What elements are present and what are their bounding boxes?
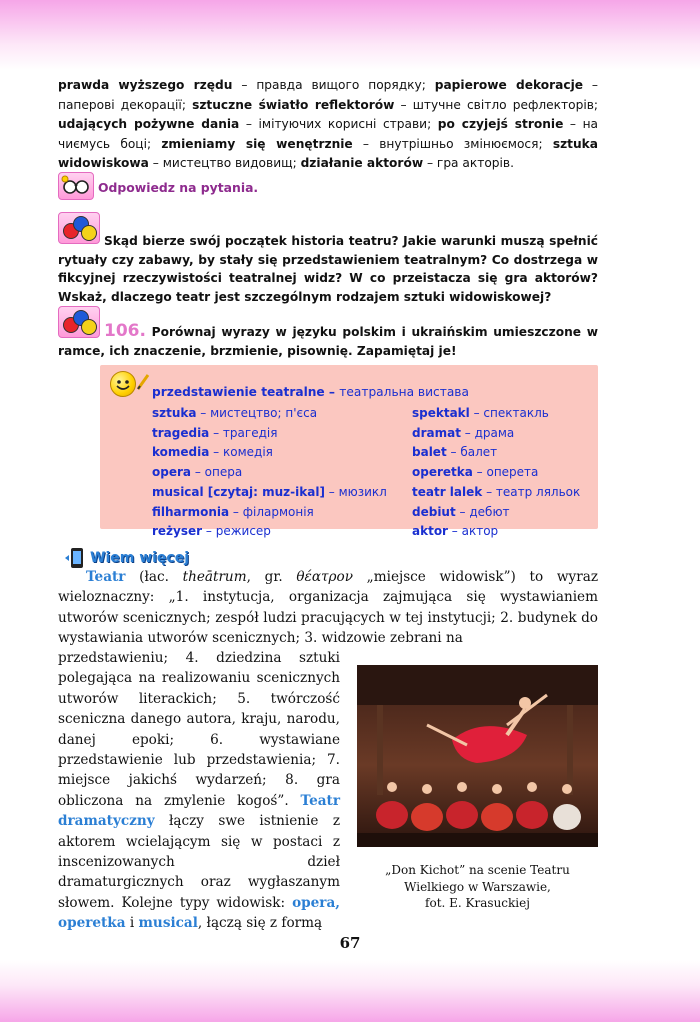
- exercise-instruction: Porównaj wyrazy w języku polskim i ukraińskim umieszczone w ramce, ich znaczenie, brzmienie, pisownię. Zapamiętaj je!: [58, 325, 598, 358]
- body-paragraph-2: przedstawieniu; 4. dziedzina sztuki polegająca na realizowaniu scenicznych utworów literackich; 5. twórczość sceniczna danego autora, kraju, narodu, danej epoki; 6. wystawiane przedstawienie lub przedstawienia; 7. miejsce jakichś wydarzeń; 8. gra obliczona na zmylenie kogoś”. Teatr dramatyczny łączy swe istnienie z aktorem wcielającym się w postaci z inscenizowanych dzieł dramaturgicznych oraz wygłaszanym słowem. Kolejne typy widowisk: opera, operetka i musical, łączą się z formą: [58, 650, 340, 932]
- smiley-icon: [110, 371, 136, 397]
- keyword-opera-operetka: opera, operetka: [58, 894, 340, 932]
- wiem-label: Wiem więcej: [90, 550, 190, 566]
- pencil-icon: [136, 373, 150, 391]
- greek-term: θέατρον: [296, 569, 353, 585]
- task-questions-text: Skąd bierze swój początek historia teatru? Jakie warunki muszą spełnić rytuały czy zabawy, by stały się przedstawieniem teatralnym? Co dostrzega w fikcyjnej rzeczywistości teatralnej widz? W co przeistacza się gra aktorów? Wskaż, dlaczego teatr jest szczególnym rodzajem sztuki widowiskowej?: [58, 234, 598, 304]
- vocab-entry: dramat – драма: [412, 425, 515, 440]
- glossary-pl-term: sztuczne światło reflektorów: [192, 97, 395, 112]
- vocab-header-uk: театральна вистава: [339, 385, 469, 399]
- glossary-pl-term: działanie aktorów: [300, 156, 424, 170]
- vocab-entry: filharmonia – філармонія: [152, 504, 314, 519]
- ballet-photo: [357, 665, 598, 847]
- vocab-entry: komedia – комедія: [152, 445, 273, 460]
- glossary-pl-term: papierowe dekoracje: [434, 78, 584, 92]
- vocab-entry: musical [czytaj: muz-ikal] – мюзикл: [152, 484, 387, 499]
- vocab-left-column: [152, 404, 387, 542]
- vocab-entry: spektakl – спектакль: [412, 406, 549, 420]
- glossary-paragraph: prawda wyższego rzędu – правда вищого порядку; papierowe dekoracje – паперові декорації; sztuczne światło reflektorów – штучне світло рефлекторів; udających pożywne dania – імітуючих корисні страви; po czyjejś stronie – на чиємусь боці; zmieniamy się wenętrznie – внутрішньо змінюємося; sztuka widowiskowa – мистецтво видовищ; działanie aktorów – гра акторів.: [58, 78, 599, 170]
- vocab-header-pl: przedstawienie teatralne: [152, 385, 325, 399]
- photo-caption: „Don Kichot” na scenie Teatru Wielkiego w Warszawie, fot. E. Krasuckiej: [385, 863, 570, 910]
- keyword-teatr-dramatyczny: Teatr dramatyczny: [58, 792, 340, 830]
- keyword-teatr: Teatr: [86, 569, 126, 585]
- task-label: Odpowiedz na pytania.: [98, 180, 259, 195]
- glossary-uk-term: мистецтво видовищ;: [162, 156, 297, 170]
- tablet-icon: [64, 547, 86, 569]
- vocab-entry: operetka – оперета: [412, 465, 539, 480]
- task-answer-questions: [58, 172, 258, 200]
- glossary-uk-term: імітуючих корисні страви;: [258, 117, 432, 131]
- glossary-pl-term: prawda wyższego rzędu: [58, 78, 233, 92]
- body-paragraph-1: Teatr (łac. theātrum, gr. θέατρον „miejsce widowisk”) to wyraz wieloznaczny: „1. instytucja, organizacja zajmująca się wystawianiem utworów scenicznych; zespół ludzi pracujących w tej instytucji; 2. budynek do wystawiania utworów scenicznych; 3. widzowie zebrani na: [58, 569, 598, 647]
- vocab-entry: reżyser – режисер: [152, 524, 271, 539]
- vocabulary-box: [100, 365, 598, 539]
- glossary-uk-term: внутрішньо змінюємося;: [379, 136, 543, 151]
- page-number: 67: [339, 934, 361, 952]
- glossary-pl-term: zmieniamy się wenętrznie: [161, 136, 353, 151]
- glossary-uk-term: штучне світло рефлекторів;: [412, 97, 599, 112]
- exercise-number: 106.: [104, 321, 146, 341]
- vocab-header: przedstawienie teatralne – театральна вистава: [152, 385, 469, 399]
- vocab-entry: balet – балет: [412, 445, 498, 460]
- glossary-uk-term: гра акторів.: [436, 156, 514, 170]
- glossary-pl-term: udających pożywne dania: [58, 117, 240, 131]
- glossary-pl-term: sztuka widowiskowa: [58, 136, 598, 170]
- glossary-uk-term: паперові декорації;: [58, 97, 186, 112]
- vocab-entry: debiut – дебют: [412, 504, 510, 519]
- glossary-pl-term: po czyjejś stronie: [437, 117, 564, 131]
- latin-term: theātrum: [182, 569, 247, 585]
- vocab-entry: teatr lalek – театр ляльок: [412, 484, 581, 499]
- vocab-entry: sztuka – мистецтво; п'єса: [152, 406, 318, 420]
- vocab-entry: opera – опера: [152, 465, 243, 480]
- task-106-text: [58, 322, 598, 360]
- vocab-right-column: [412, 404, 580, 542]
- glossary-uk-term: на чиємусь боці;: [58, 117, 599, 151]
- glasses-icon: [58, 172, 94, 200]
- vocab-entry: tragedia – трагедія: [152, 425, 278, 440]
- vocab-entry: aktor – актор: [412, 524, 499, 539]
- keyword-musical: musical: [138, 915, 198, 932]
- glossary-uk-term: правда вищого порядку;: [256, 78, 426, 92]
- wiem-wiecej-heading: [64, 547, 189, 569]
